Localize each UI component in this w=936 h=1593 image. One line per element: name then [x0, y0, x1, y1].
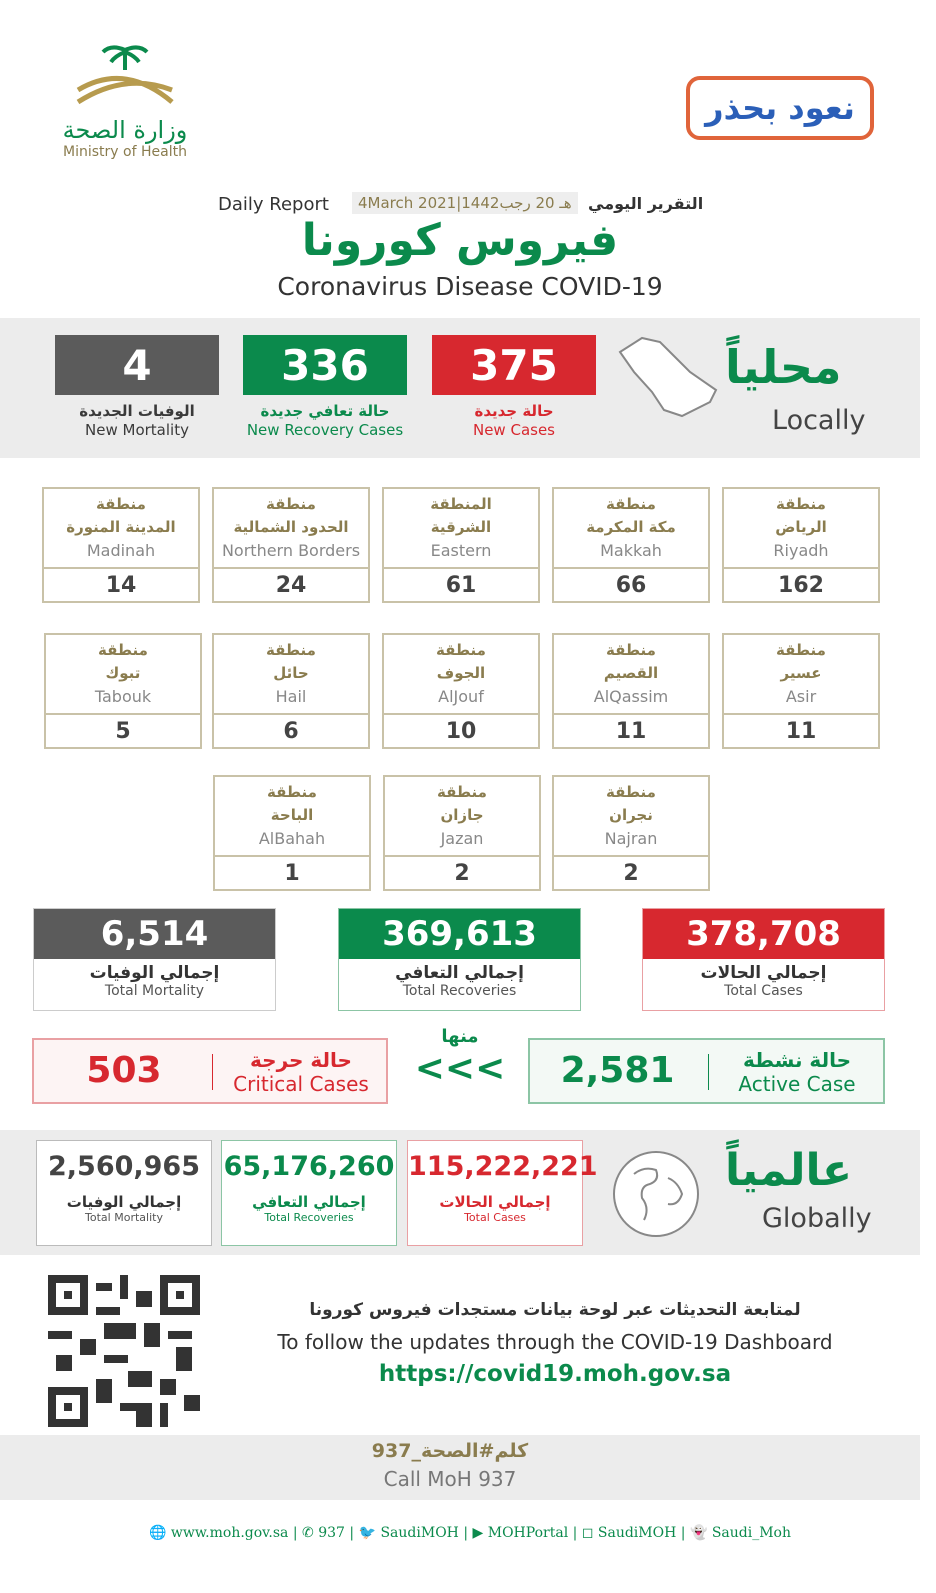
value: 115,222,221 — [408, 1151, 598, 1182]
label-ar: إجمالي الوفيات — [66, 1193, 182, 1211]
logo-english: Ministry of Health — [63, 144, 187, 160]
youtube-link[interactable]: ▶ MOHPortal — [472, 1525, 569, 1541]
region-label — [724, 489, 878, 569]
region-ar1: المنطقة — [430, 495, 492, 513]
new-recovery-label — [225, 402, 425, 440]
label-ar: إجمالي الوفيات — [89, 963, 220, 983]
qr-code[interactable] — [48, 1275, 200, 1427]
label-en: New Cases — [472, 421, 555, 439]
region-card — [212, 633, 370, 749]
region-en: Riyadh — [773, 541, 829, 560]
dashboard-en: To follow the updates through the COVID-19 Dashboard — [277, 1330, 833, 1354]
moh-logo — [50, 40, 200, 170]
value: 2,560,965 — [47, 1151, 201, 1182]
label-ar: إجمالي التعافي — [252, 1193, 366, 1211]
total-cases — [642, 908, 885, 1011]
region-ar2: الحدود الشمالية — [233, 518, 349, 536]
region-card — [552, 775, 710, 891]
critical-cases — [32, 1038, 388, 1104]
label-en: Total Cases — [464, 1211, 526, 1224]
critical-label — [216, 1048, 386, 1096]
label-en: Total Mortality — [104, 983, 205, 999]
active-value: 2,581 — [560, 1050, 675, 1091]
global-cases — [407, 1140, 598, 1246]
region-label — [385, 777, 539, 857]
region-label — [384, 489, 538, 569]
region-ar1: منطقة — [606, 783, 656, 801]
new-cases-value: 375 — [432, 335, 596, 395]
label-en: Critical Cases — [233, 1072, 369, 1096]
region-ar2: المدينة المنورة — [66, 518, 176, 536]
divider — [212, 1054, 213, 1090]
region-value: 66 — [615, 573, 647, 598]
daily-report-ar: التقرير اليومي — [588, 194, 704, 213]
region-card — [382, 633, 540, 749]
region-value: 2 — [454, 861, 470, 886]
region-ar1: منطقة — [606, 641, 656, 659]
slogan-badge: نعود بحذر — [686, 76, 874, 140]
of-which-label: منها — [441, 1026, 479, 1047]
saudi-map-icon — [612, 332, 722, 422]
region-en: AlBahah — [258, 829, 326, 848]
region-card — [213, 775, 371, 891]
region-ar2: الرياض — [775, 518, 827, 536]
title-ar: فيروس كورونا — [301, 215, 619, 266]
label-en: New Recovery Cases — [246, 421, 404, 439]
label-ar: الوفيات الجديدة — [79, 402, 195, 420]
locally-title-ar: محلياً — [725, 340, 842, 394]
global-recoveries — [221, 1140, 397, 1246]
region-en: Madinah — [86, 541, 156, 560]
phone-link[interactable]: ✆ 937 — [302, 1525, 345, 1541]
active-label — [712, 1048, 882, 1096]
globally-title-en: Globally — [762, 1203, 872, 1234]
instagram-link[interactable]: ◻ SaudiMOH — [581, 1525, 677, 1541]
active-cases — [528, 1038, 885, 1104]
total-cases-value: 378,708 — [643, 909, 884, 959]
region-label — [554, 489, 708, 569]
footer-links: 🌐 www.moh.gov.sa | ✆ 937 | 🐦 SaudiMOH | ▶ MOHPortal | ◻ SaudiMOH | 👻 Saudi_Moh — [148, 1525, 792, 1541]
region-en: Jazan — [440, 829, 484, 848]
region-ar1: منطقة — [267, 783, 317, 801]
region-value: 1 — [284, 861, 300, 886]
region-ar1: منطقة — [776, 495, 826, 513]
region-value: 5 — [115, 719, 131, 744]
region-card — [42, 487, 200, 603]
website-link[interactable]: 🌐 www.moh.gov.sa — [148, 1525, 289, 1541]
snapchat-link[interactable]: 👻 Saudi_Moh — [689, 1525, 792, 1541]
label-ar: حالة جديدة — [474, 402, 554, 420]
label-en: Total Cases — [724, 983, 803, 999]
dashboard-ar: لمتابعة التحديثات عبر لوحة بيانات مستجدات فيروس كورونا — [309, 1300, 801, 1320]
region-label — [384, 635, 538, 715]
value: 65,176,260 — [223, 1151, 395, 1182]
region-card — [383, 775, 541, 891]
phone-text: 937 — [318, 1525, 345, 1541]
globally-title-ar: عالمياً — [725, 1145, 853, 1196]
palm-logo-icon — [50, 40, 200, 112]
twitter-text: SaudiMOH — [380, 1525, 459, 1541]
region-ar2: مكة المكرمة — [586, 518, 676, 536]
region-en: Tabouk — [94, 687, 152, 706]
region-value: 2 — [623, 861, 639, 886]
region-en: Najran — [604, 829, 658, 848]
region-card — [552, 487, 710, 603]
region-label — [214, 635, 368, 715]
call-ar: كلم#الصحة_937 — [371, 1440, 529, 1462]
twitter-link[interactable]: 🐦 SaudiMOH — [358, 1525, 459, 1541]
label-en: New Mortality — [85, 421, 189, 439]
dashboard-link[interactable]: https://covid19.moh.gov.sa — [378, 1361, 732, 1387]
label-ar: حالة تعافي جديدة — [260, 402, 390, 420]
region-ar1: منطقة — [266, 495, 316, 513]
daily-report-en: Daily Report — [218, 194, 329, 215]
label-en: Total Recoveries — [264, 1211, 354, 1224]
critical-value: 503 — [86, 1050, 162, 1091]
arrows-icon: <<< — [414, 1048, 506, 1089]
youtube-text: MOHPortal — [487, 1525, 569, 1541]
region-label — [724, 635, 878, 715]
region-ar2: نجران — [609, 806, 653, 824]
region-ar1: منطقة — [96, 495, 146, 513]
label-ar: إجمالي الحالات — [439, 1193, 551, 1211]
label-en: Total Recoveries — [402, 983, 517, 999]
region-ar1: منطقة — [266, 641, 316, 659]
region-ar2: تبوك — [105, 664, 141, 682]
label-ar: إجمالي التعافي — [395, 963, 524, 983]
region-ar1: منطقة — [606, 495, 656, 513]
region-value: 10 — [445, 719, 477, 744]
region-value: 6 — [283, 719, 299, 744]
divider — [708, 1054, 709, 1090]
website-text: www.moh.gov.sa — [170, 1525, 289, 1541]
region-value: 162 — [778, 573, 824, 598]
region-ar1: منطقة — [98, 641, 148, 659]
total-mortality — [33, 908, 276, 1011]
instagram-text: SaudiMOH — [597, 1525, 677, 1541]
region-value: 11 — [615, 719, 647, 744]
total-mortality-value: 6,514 — [34, 909, 275, 959]
region-value: 24 — [275, 573, 307, 598]
call-en: Call MoH 937 — [383, 1467, 517, 1491]
new-mortality-value: 4 — [55, 335, 219, 395]
region-ar2: القصيم — [603, 664, 659, 682]
region-label — [214, 489, 368, 569]
region-en: Hail — [275, 687, 307, 706]
region-en: Asir — [785, 687, 817, 706]
global-mortality — [36, 1140, 212, 1246]
new-cases-label — [414, 402, 614, 440]
region-ar2: جازان — [440, 806, 484, 824]
region-card — [382, 487, 540, 603]
region-en: Makkah — [600, 541, 662, 560]
region-ar2: حائل — [273, 664, 309, 682]
label-en: Active Case — [738, 1072, 856, 1096]
new-mortality-label — [37, 402, 237, 440]
region-en: Northern Borders — [221, 541, 361, 560]
region-ar2: الشرقية — [430, 518, 492, 536]
snapchat-text: Saudi_Moh — [711, 1525, 792, 1541]
region-ar1: منطقة — [776, 641, 826, 659]
region-en: Eastern — [430, 541, 492, 560]
region-ar1: منطقة — [437, 783, 487, 801]
region-card — [722, 487, 880, 603]
region-en: AlJouf — [438, 687, 484, 706]
globe-icon — [610, 1148, 702, 1240]
region-label — [46, 635, 200, 715]
region-value: 11 — [785, 719, 817, 744]
label-ar: حالة نشطة — [743, 1048, 851, 1072]
total-recoveries-value: 369,613 — [339, 909, 580, 959]
region-ar2: عسير — [780, 664, 822, 682]
region-ar2: الجوف — [436, 664, 486, 682]
region-label — [215, 777, 369, 857]
new-recovery-value: 336 — [243, 335, 407, 395]
label-ar: حالة حرجة — [250, 1048, 352, 1072]
region-value: 14 — [105, 573, 137, 598]
locally-title-en: Locally — [772, 405, 866, 436]
region-card — [212, 487, 370, 603]
region-label — [554, 635, 708, 715]
region-card — [44, 633, 202, 749]
region-en: AlQassim — [593, 687, 669, 706]
region-value: 61 — [445, 573, 477, 598]
region-label — [44, 489, 198, 569]
label-ar: إجمالي الحالات — [700, 963, 827, 983]
region-ar1: منطقة — [436, 641, 486, 659]
report-date: 4March 2021|1442هـ 20 رجب — [352, 192, 578, 214]
total-recoveries — [338, 908, 581, 1011]
region-ar2: الباحة — [270, 806, 314, 824]
label-en: Total Mortality — [85, 1211, 163, 1224]
title-en: Coronavirus Disease COVID-19 — [277, 272, 663, 301]
region-label — [554, 777, 708, 857]
region-card — [722, 633, 880, 749]
logo-arabic: وزارة الصحة — [62, 116, 188, 144]
region-card — [552, 633, 710, 749]
